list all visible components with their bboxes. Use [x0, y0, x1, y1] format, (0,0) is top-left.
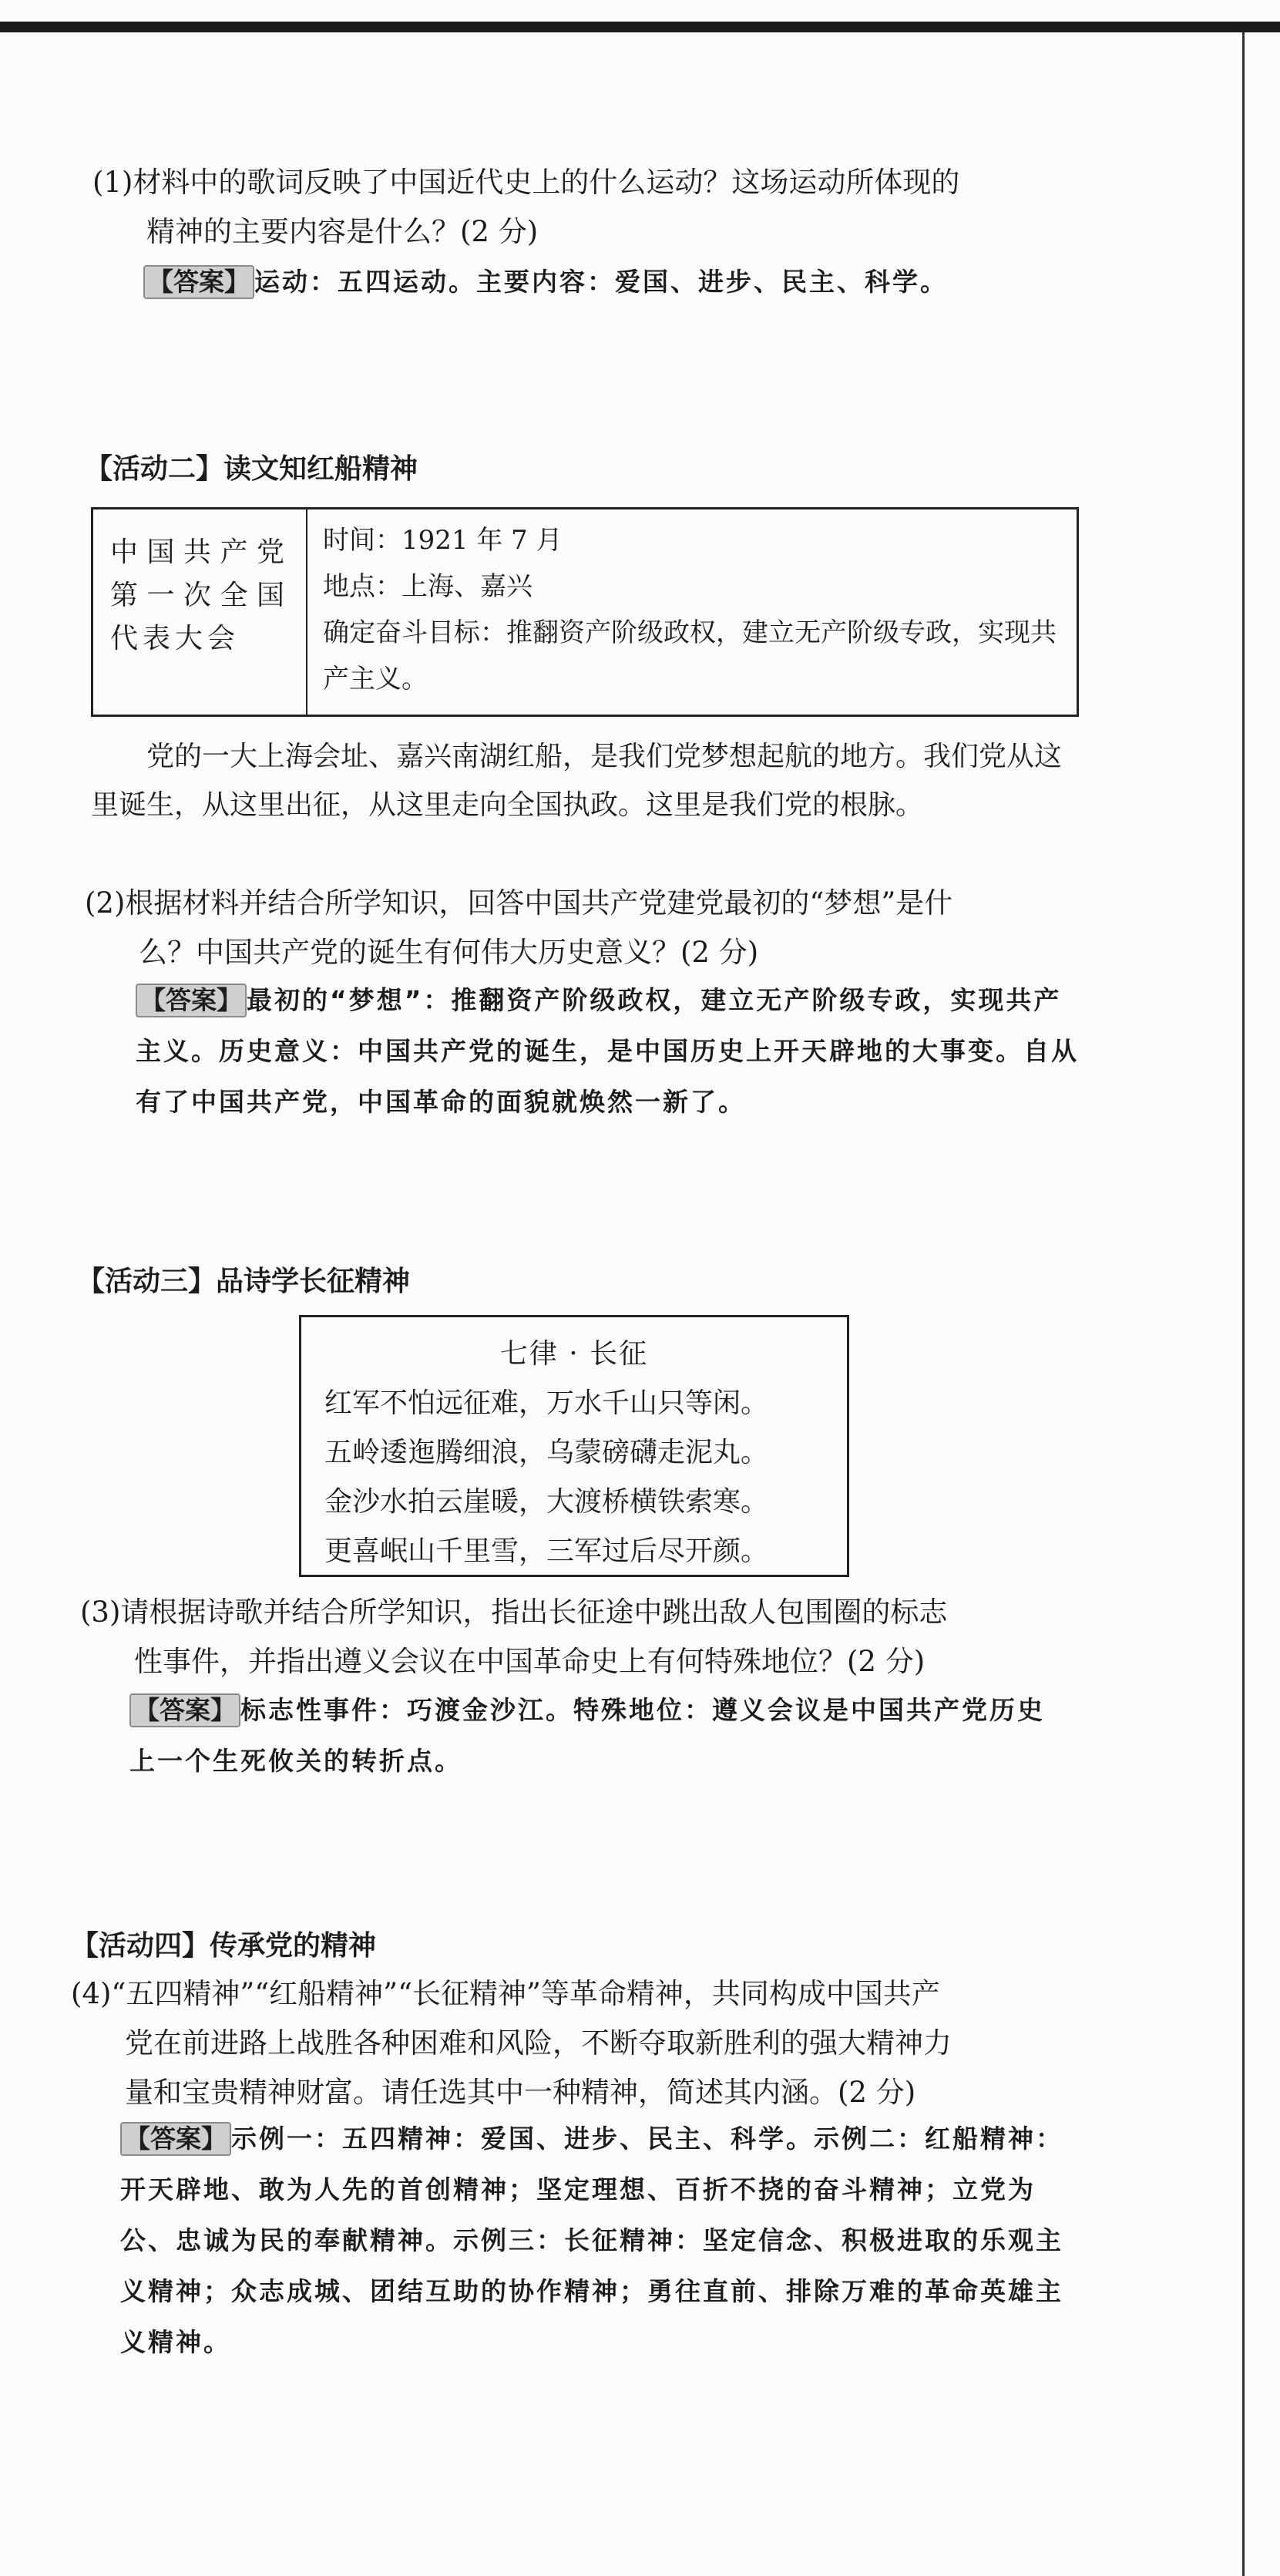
- question-3: [80, 1588, 1113, 1687]
- answer-4-text: 示例一：五四精神：爱国、进步、民主、科学。示例二：红船精神：开天辟地、敢为人先的首创精神；坚定理想、百折不挠的奋斗精神；立党为公、忠诚为民的奉献精神。示例三：长征精神：坚定信念、积极进取的乐观主义精神；众志成城、团结互助的协作精神；勇往直前、排除万难的革命英雄主义精神。: [120, 2124, 1063, 2357]
- poem-line: 更喜岷山千里雪，三军过后尽开颜。: [324, 1535, 769, 1567]
- question-4: [71, 1969, 1096, 2117]
- question-3-line-2: 性事件，并指出遵义会议在中国革命史上有何特殊地位？(2 分): [134, 1645, 926, 1678]
- answer-3-text: 标志性事件：巧渡金沙江。特殊地位：遵义会议是中国共产党历史上一个生死攸关的转折点。: [129, 1695, 1045, 1776]
- answer-tag: 【答案】: [143, 265, 254, 299]
- right-border-line: [1242, 32, 1245, 2576]
- question-4-line-1: (4)“五四精神”“红船精神”“长征精神”等革命精神，共同构成中国共产: [71, 1977, 940, 2010]
- answer-3: [129, 1685, 1070, 1787]
- question-2: [85, 879, 1117, 977]
- question-2-line-2: 么？中国共产党的诞生有何伟大历史意义？(2 分): [139, 936, 759, 969]
- question-4-line-2: 党在前进路上战胜各种困难和风险，不断夺取新胜利的强大精神力: [125, 2026, 952, 2060]
- answer-1-text: 运动：五四运动。主要内容：爱国、进步、民主、科学。: [254, 267, 948, 297]
- poem-title: 七律 · 长征: [499, 1338, 649, 1370]
- answer-tag: 【答案】: [129, 1693, 240, 1727]
- answer-2-text: 最初的“梦想”：推翻资产阶级政权，建立无产阶级专政，实现共产主义。历史意义：中国共产党的诞生，是中国历史上开天辟地的大事变。自从有了中国共产党，中国革命的面貌就焕然一新了。: [136, 985, 1079, 1117]
- poem-line: 红军不怕远征难，万水千山只等闲。: [324, 1387, 769, 1419]
- table-details: [307, 509, 1077, 715]
- activity-4-heading: 【活动四】传承党的精神: [71, 1930, 377, 1962]
- answer-1: [143, 257, 1114, 308]
- table-event-name: 中国共产党第一次全国代表大会: [93, 509, 307, 715]
- table-goal: 确定奋斗目标：推翻资产阶级政权，建立无产阶级专政，实现共产主义。: [323, 617, 1057, 694]
- question-1-line-2: 精神的主要内容是什么？(2 分): [146, 215, 539, 248]
- top-border-bar: [0, 22, 1280, 32]
- question-1: [92, 158, 1117, 257]
- question-2-line-1: (2)根据材料并结合所学知识，回答中国共产党建党最初的“梦想”是什: [85, 886, 953, 920]
- poem-box: [299, 1315, 849, 1577]
- activity-2-paragraph: 党的一大上海会址、嘉兴南湖红船，是我们党梦想起航的地方。我们党从这里诞生，从这里出征，从这里走向全国执政。这里是我们党的根脉。: [91, 741, 1063, 821]
- answer-tag: 【答案】: [136, 984, 247, 1017]
- question-3-line-1: (3)请根据诗歌并结合所学知识，指出长征途中跳出敌人包围圈的标志: [80, 1596, 948, 1629]
- answer-2: [136, 975, 1083, 1128]
- poem-line: 五岭逶迤腾细浪，乌蒙磅礴走泥丸。: [324, 1437, 769, 1468]
- table-place: 地点：上海、嘉兴: [323, 571, 532, 602]
- answer-4: [120, 2114, 1068, 2368]
- answer-tag: 【答案】: [120, 2122, 231, 2156]
- table-time: 时间：1921 年 7 月: [323, 525, 563, 556]
- info-table: [91, 507, 1079, 717]
- activity-2-heading: 【活动二】读文知红船精神: [85, 453, 418, 485]
- poem-line: 金沙水拍云崖暖，大渡桥横铁索寒。: [324, 1486, 769, 1518]
- question-4-line-3: 量和宝贵精神财富。请任选其中一种精神，简述其内涵。(2 分): [125, 2076, 916, 2109]
- question-1-line-1: (1)材料中的歌词反映了中国近代史上的什么运动？这场运动所体现的: [92, 166, 960, 199]
- activity-3-heading: 【活动三】品诗学长征精神: [77, 1266, 411, 1297]
